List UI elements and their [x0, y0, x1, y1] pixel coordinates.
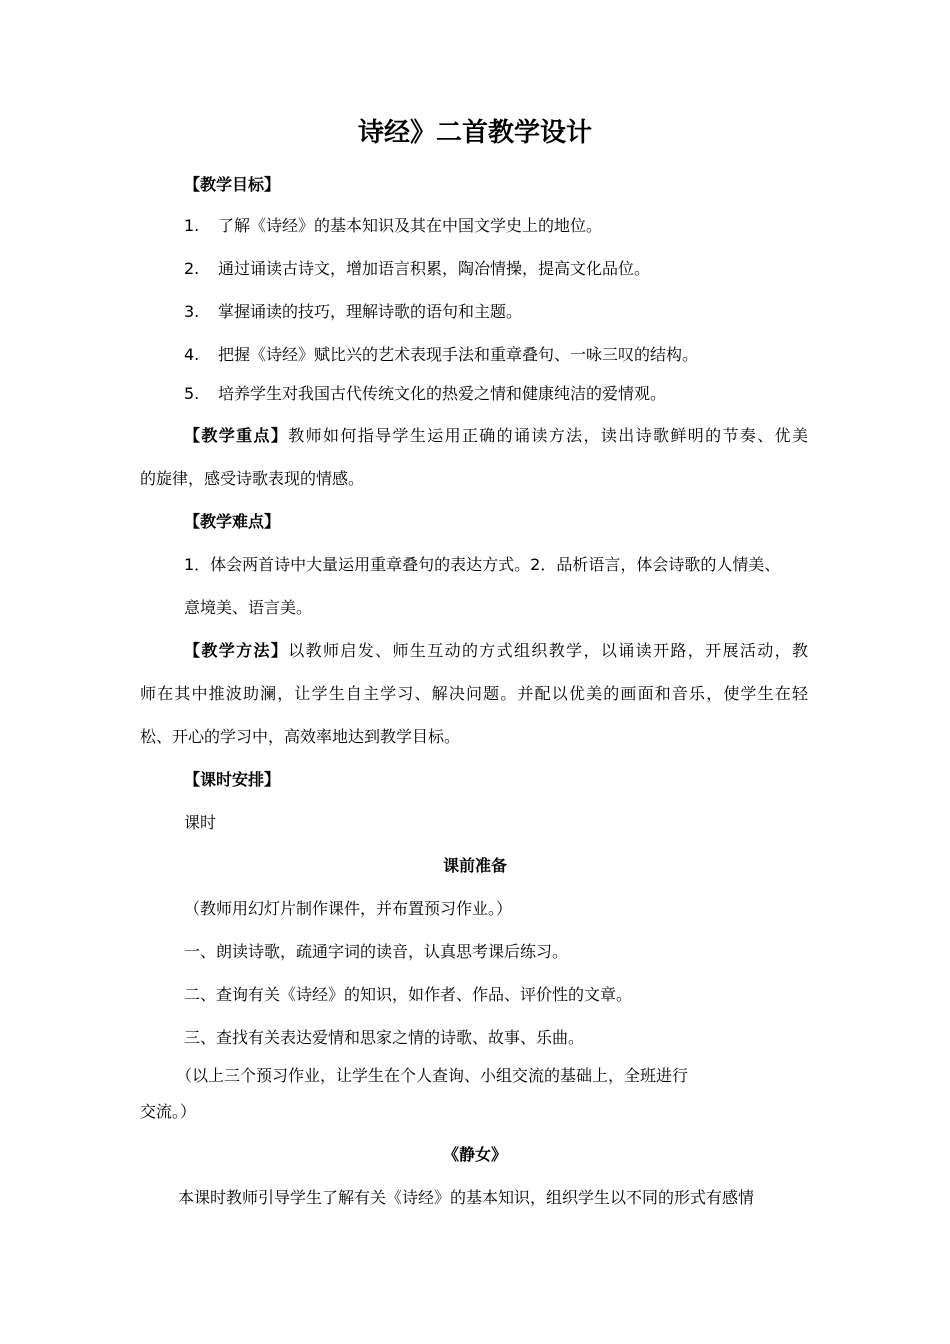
poem-intro: 本课时教师引导学生了解有关《诗经》的基本知识，组织学生以不同的形式有感情: [178, 1188, 755, 1207]
objective-number: 4.: [184, 345, 200, 364]
objective-text: 培养学生对我国古代传统文化的热爱之情和健康纯洁的爱情观。: [218, 384, 667, 403]
methods-paragraph: [184, 641, 808, 661]
objective-item-2: [184, 259, 650, 279]
objective-number: 1.: [184, 216, 200, 235]
difficulties-text: 1．体会两首诗中大量运用重章叠句的表达方式。2．品析语言，体会诗歌的人情美、: [184, 555, 781, 574]
preparation-task-1: 一、朗读诗歌，疏通字词的读音，认真思考课后练习。: [184, 942, 569, 961]
difficulties-heading: 【教学难点】: [184, 512, 281, 531]
objectives-heading: 【教学目标】: [184, 175, 281, 194]
objective-text: 通过诵读古诗文，增加语言积累，陶冶情操，提高文化品位。: [218, 259, 651, 278]
page-title: 诗经》二首教学设计: [357, 118, 592, 148]
schedule-text: 课时: [184, 813, 217, 832]
objective-text: 了解《诗经》的基本知识及其在中国文学史上的地位。: [218, 216, 603, 235]
objective-item-4: [184, 345, 698, 365]
preparation-task-2: 二、查询有关《诗经》的知识，如作者、作品、评价性的文章。: [184, 985, 633, 1004]
key-points-text: 教师如何指导学生运用正确的诵读方法，读出诗歌鲜明的节奏、优美: [288, 426, 808, 445]
methods-heading: 【教学方法】: [184, 641, 289, 660]
objective-item-3: [184, 302, 522, 322]
key-points-paragraph: [184, 426, 808, 446]
preparation-note: （教师用幻灯片制作课件，并布置预习作业。）: [184, 899, 513, 918]
objective-item-5: [184, 384, 666, 404]
poem-heading: 《静女》: [442, 1145, 507, 1164]
objective-number: 5.: [184, 384, 200, 403]
difficulties-continuation: 意境美、语言美。: [184, 598, 313, 617]
objective-item-1: [184, 216, 602, 236]
objective-number: 2.: [184, 259, 200, 278]
methods-line-2: 师在其中推波助澜，让学生自主学习、解决问题。并配以优美的画面和音乐，使学生在轻: [140, 684, 808, 703]
preparation-summary: （以上三个预习作业，让学生在个人查询、小组交流的基础上，全班进行: [176, 1066, 689, 1085]
objective-text: 把握《诗经》赋比兴的艺术表现手法和重章叠句、一咏三叹的结构。: [218, 345, 699, 364]
preparation-task-3: 三、查找有关表达爱情和思家之情的诗歌、故事、乐曲。: [184, 1028, 585, 1047]
objective-number: 3.: [184, 302, 200, 321]
key-points-heading: 【教学重点】: [184, 426, 289, 445]
methods-text: 以教师启发、师生互动的方式组织教学，以诵读开路，开展活动，教: [288, 641, 808, 660]
preparation-summary-continuation: 交流。）: [140, 1102, 197, 1121]
objective-text: 掌握诵读的技巧，理解诗歌的语句和主题。: [218, 302, 523, 321]
preparation-heading: 课前准备: [442, 856, 507, 875]
methods-line-3: 松、开心的学习中，高效率地达到教学目标。: [140, 727, 461, 746]
key-points-continuation: 的旋律，感受诗歌表现的情感。: [140, 469, 365, 488]
schedule-heading: 【课时安排】: [184, 770, 281, 789]
